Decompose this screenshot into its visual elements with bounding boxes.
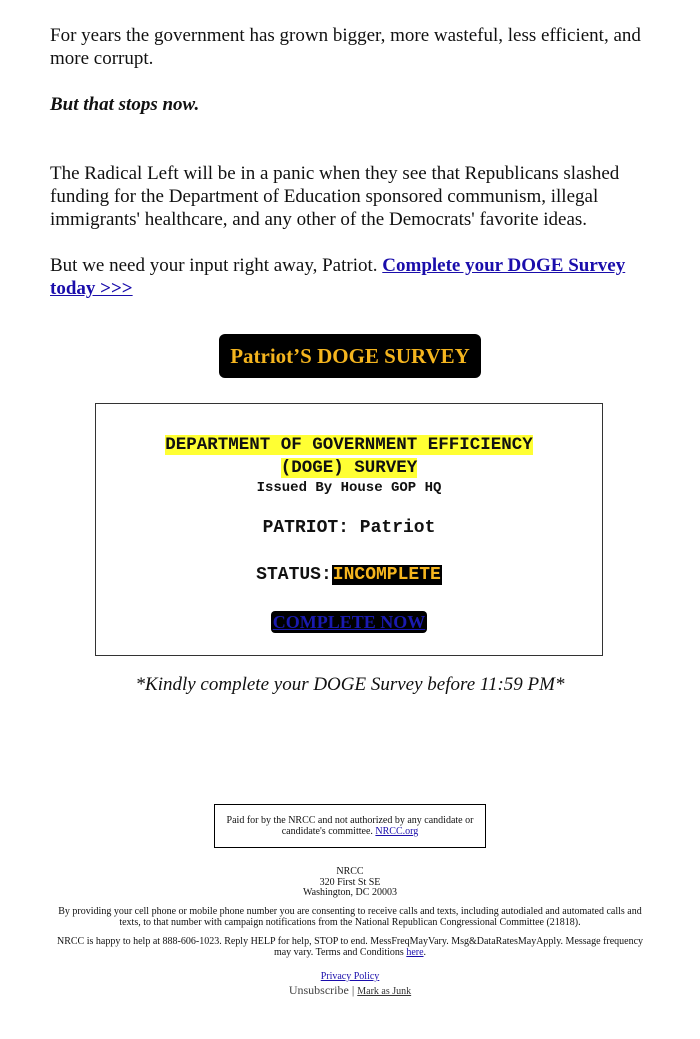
doge-survey-button[interactable]: Patriot’S DOGE SURVEY <box>219 334 481 378</box>
nrcc-link[interactable]: NRCC.org <box>375 826 419 837</box>
status-badge: INCOMPLETE <box>332 565 441 585</box>
issued-by-text: Issued By House GOP HQ <box>256 480 442 496</box>
radical-left-paragraph: The Radical Left will be in a panic when they see that Republicans slashed funding for the Department of Education sponsored communism, illegal immigrants' healthcare, and any other of the Democrats' favorite ideas. <box>50 163 620 230</box>
survey-card-title <box>96 434 602 480</box>
mark-as-junk-link[interactable]: Mark as Junk <box>357 986 412 997</box>
intro-paragraph: For years the government has grown bigger, more wasteful, less efficient, and more corrupt. <box>50 25 641 69</box>
unsubscribe-row <box>0 983 700 999</box>
unsubscribe-link[interactable]: Unsubscribe <box>288 983 349 997</box>
disclaimer-text: Paid for by the NRCC and not authorized by any candidate or candidate's committee. <box>226 815 474 837</box>
org-name: NRCC <box>336 866 364 877</box>
survey-card <box>95 403 603 656</box>
privacy-policy-link[interactable]: Privacy Policy <box>320 971 380 982</box>
help-text-block <box>48 937 652 958</box>
survey-title-line1: DEPARTMENT OF GOVERNMENT EFFICIENCY <box>165 435 533 455</box>
separator: | <box>348 983 358 997</box>
footer-address <box>48 867 652 899</box>
paid-for-disclaimer <box>214 804 486 848</box>
deadline-notice: *Kindly complete your DOGE Survey before 11:59 PM* <box>135 674 565 695</box>
terms-period: . <box>423 946 427 958</box>
input-paragraph <box>50 254 660 300</box>
complete-button-row <box>96 611 602 633</box>
input-paragraph-text: But we need your input right away, Patriot. <box>50 255 383 276</box>
survey-button-row <box>0 334 700 378</box>
survey-title-line2: (DOGE) SURVEY <box>280 458 418 478</box>
privacy-row <box>48 972 652 983</box>
street-address: 320 First St SE <box>319 876 381 888</box>
status-row <box>96 564 602 586</box>
city-address: Washington, DC 20003 <box>303 887 397 898</box>
help-text: NRCC is happy to help at 888-606-1023. Reply HELP for help, STOP to end. MessFreqMayVary. Msg&DataRatesMayApply. Message frequency may vary. Terms and Conditions <box>56 936 644 958</box>
status-label: STATUS: <box>256 565 332 585</box>
consent-text: By providing your cell phone or mobile phone number you are consenting to receive calls and texts, including autodialed and automated calls and texts, to that number with campaign notifications from the National Republican Congressional Committee (21818). <box>58 906 642 928</box>
patriot-row <box>96 517 602 539</box>
emphasis-paragraph: But that stops now. <box>50 94 200 115</box>
terms-link[interactable]: here <box>406 946 424 958</box>
patriot-value: Patriot <box>359 518 436 538</box>
email-body <box>50 24 660 323</box>
complete-now-button[interactable]: COMPLETE NOW <box>272 612 426 632</box>
complete-survey-link[interactable]: Complete your DOGE Survey today >>> <box>50 255 626 299</box>
patriot-label: PATRIOT: <box>262 518 349 538</box>
